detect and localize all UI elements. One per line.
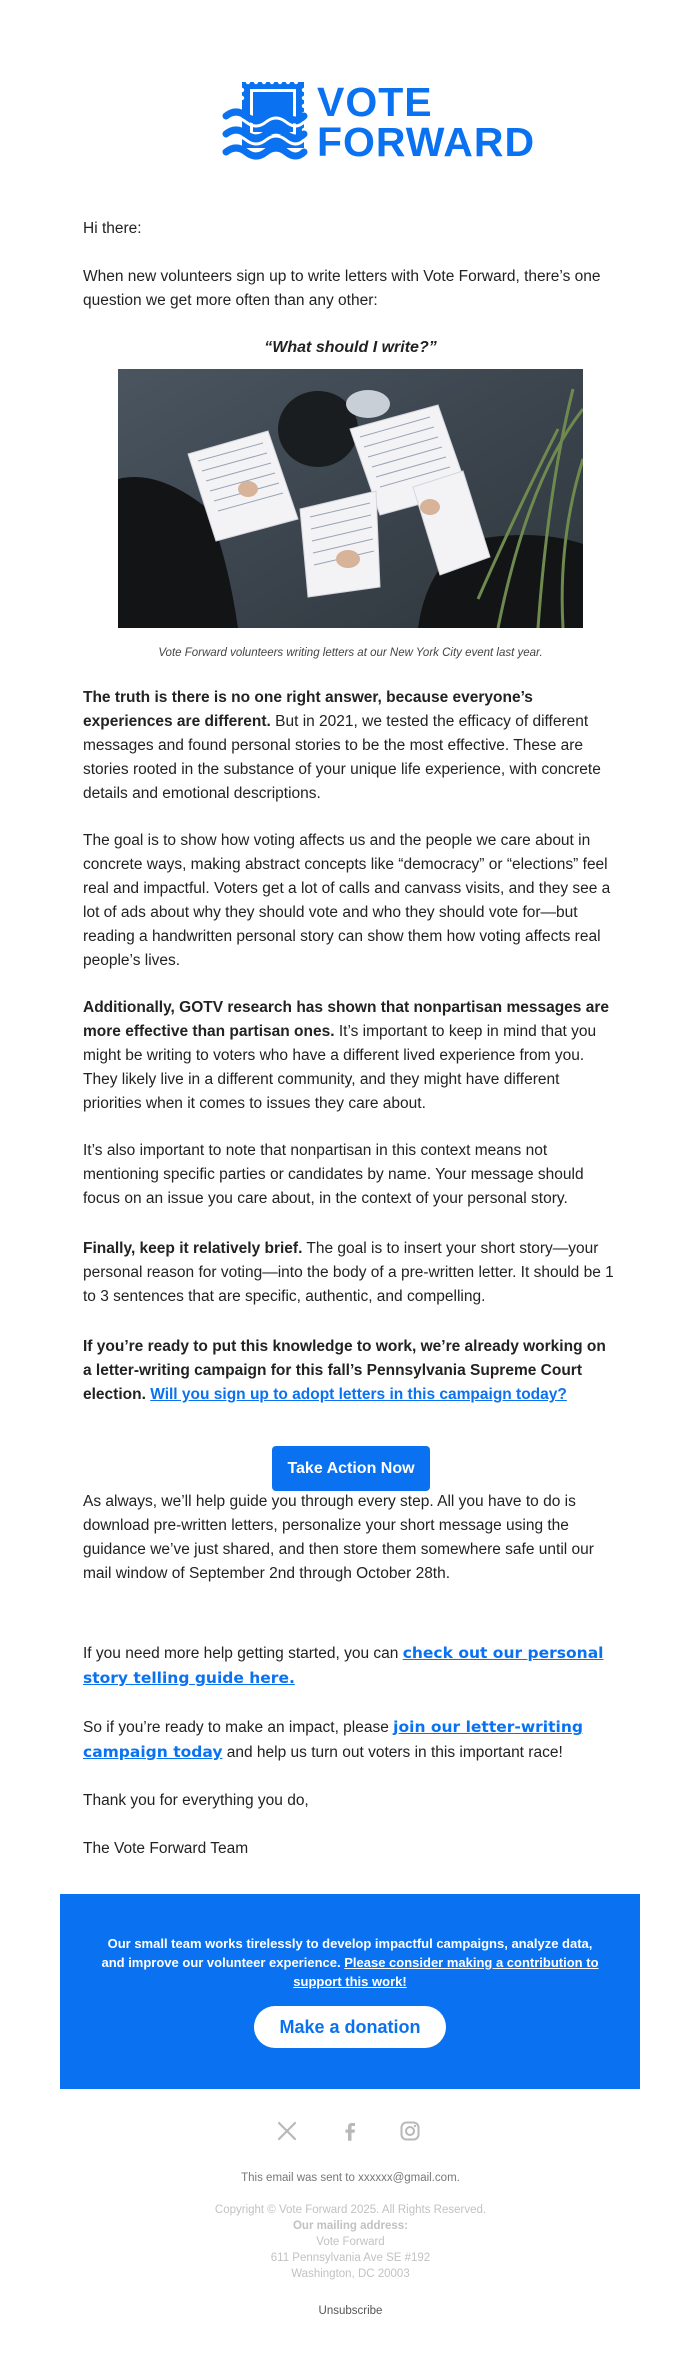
paragraph-help [83,1641,618,1691]
instagram-icon[interactable] [399,2120,421,2142]
unsubscribe-link[interactable]: Unsubscribe [318,2305,383,2317]
quote: “What should I write?” [264,339,437,356]
footer-address-heading: Our mailing address: [292,2220,409,2232]
paragraph-brief [83,1237,618,1309]
paragraph-impact-text: So if you’re ready to make an impact, please [83,1719,394,1736]
paragraph-goal: The goal is to show how voting affects us and the people we care about in concrete ways, making abstract concepts like “democracy” or “elections” feel real and impactful. Voters get a lot of calls and canvass visits, and they see a lot of ads about why they should vote and who they should vote for—but reading a handwritten personal story can show them how voting affects real people’s lives. [83,832,611,969]
vote-forward-logo[interactable] [222,79,536,165]
join-campaign-link[interactable]: join our letter-writing campaign today [83,1718,583,1761]
greeting: Hi there: [83,220,142,237]
photo-caption: Vote Forward volunteers writing letters at our New York City event last year. [158,647,543,659]
footer-copyright: Copyright © Vote Forward 2025. All Rights Reserved. [214,2204,487,2216]
paragraph-brief-bold: Finally, keep it relatively brief. [83,1240,303,1257]
thank-you-line: Thank you for everything you do, [83,1792,309,1809]
paragraph-guidance: As always, we’ll help guide you through every step. All you have to do is download pre-written letters, personalize your short message using the guidance we’ve just shared, and then store them somewhere safe until our mail window of September 2nd through October 28th. [83,1493,594,1582]
paragraph-gotv-bold: Additionally, GOTV research has shown that nonpartisan messages are more effective than partisan ones. [83,999,610,1040]
storytelling-guide-link[interactable]: check out our personal story telling guide here. [83,1644,604,1687]
take-action-button[interactable]: Take Action Now [272,1446,430,1491]
campaign-signup-link[interactable]: Will you sign up to adopt letters in this campaign today? [150,1386,567,1403]
footer-address-name: Vote Forward [316,2236,385,2248]
paragraph-campaign [83,1335,618,1407]
donate-text-body: Our small team works tirelessly to develop impactful campaigns, analyze data, and improve our volunteer experience. [101,1936,593,1970]
make-donation-button[interactable]: Make a donation [254,2006,446,2048]
paragraph-impact-end: and help us turn out voters in this important race! [222,1744,563,1761]
paragraph-gotv [83,996,618,1116]
paragraph-truth-rest: But in 2021, we tested the efficacy of different messages and found personal stories to be the most effective. These are stories rooted in the substance of your unique life experience, with concrete details and emotional descriptions. [83,713,601,802]
paragraph-impact [83,1715,618,1765]
paragraph-brief-rest: The goal is to insert your short story—your personal reason for voting—into the body of a pre-written letter. It should be 1 to 3 sentences that are specific, authentic, and compelling. [83,1240,614,1305]
paragraph-truth [83,686,618,806]
logo-wordmark [317,79,536,165]
footer-address-street: 611 Pennsylvania Ave SE #192 [270,2252,431,2264]
contribution-link[interactable]: Please consider making a contribution to support this work! [293,1955,599,1989]
donate-text [100,1934,600,1991]
paragraph-help-text: If you need more help getting started, you can [83,1645,403,1662]
x-icon[interactable] [276,2120,298,2142]
volunteers-photo [118,369,583,628]
logo-line-1: VOTE [317,79,433,125]
paragraph-nonpartisan: It’s also important to note that nonpartisan in this context means not mentioning specific parties or candidates by name. Your message should focus on an issue you care about, in the context of your personal story. [83,1142,584,1207]
intro-paragraph: When new volunteers sign up to write letters with Vote Forward, there’s one question we get more often than any other: [83,268,601,309]
paragraph-truth-bold: The truth is there is no one right answer, because everyone’s experiences are different. [83,689,533,730]
paragraph-gotv-rest: It’s important to keep in mind that you might be writing to voters who have a different lived experience from you. They likely live in a different community, and they might have different priorities when it comes to issues they care about. [83,1023,597,1112]
paragraph-campaign-bold: If you’re ready to put this knowledge to work, we’re already working on a letter-writing campaign for this fall’s Pennsylvania Supreme Court election. [83,1338,606,1403]
logo-line-2: FORWARD [317,119,536,165]
footer-address-city: Washington, DC 20003 [291,2268,410,2280]
facebook-icon[interactable] [339,2120,361,2142]
donate-banner [60,1894,640,2089]
stamp-waves-icon [222,80,308,164]
footer-sent-to: This email was sent to xxxxxx@gmail.com. [241,2172,460,2184]
signature: The Vote Forward Team [83,1840,249,1857]
